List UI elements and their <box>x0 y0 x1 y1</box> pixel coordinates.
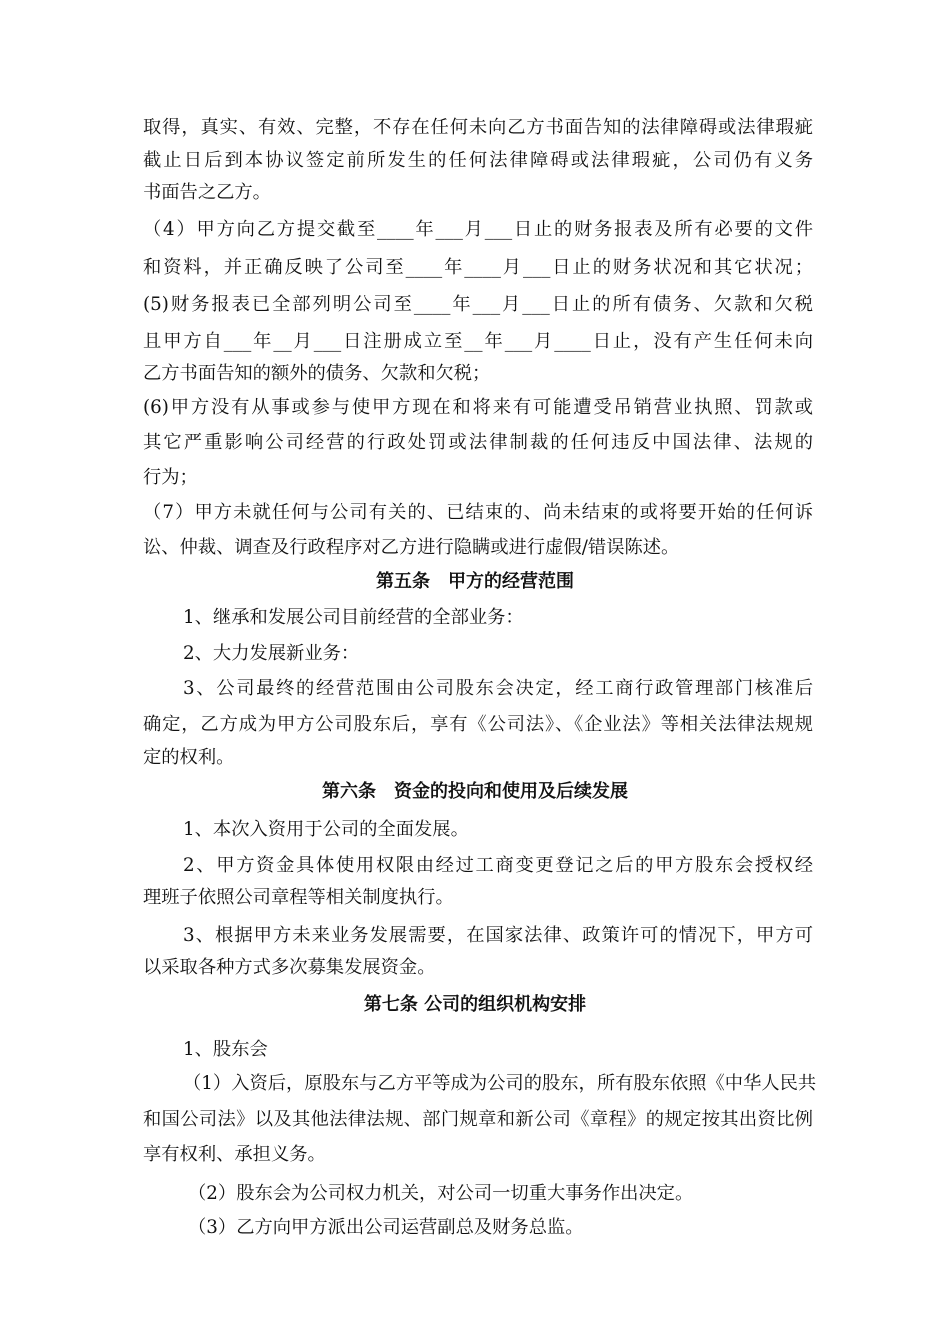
body-line: 享有权利、承担义务。 <box>143 1144 326 1165</box>
list-item: （1）入资后，原股东与乙方平等成为公司的股东，所有股东依照《中华人民共 <box>183 1073 817 1094</box>
clause-7-line: （7）甲方未就任何与公司有关的、已结束的、尚未结束的或将要开始的任何诉 <box>143 502 813 523</box>
clause-6-line: (6)甲方没有从事或参与使甲方现在和将来有可能遭受吊销营业执照、罚款或 <box>143 397 813 418</box>
body-line: 书面告之乙方。 <box>143 182 271 203</box>
list-item: （2）股东会为公司权力机关，对公司一切重大事务作出决定。 <box>188 1183 694 1204</box>
list-item: （3）乙方向甲方派出公司运营副总及财务总监。 <box>188 1217 584 1238</box>
body-line: 确定，乙方成为甲方公司股东后，享有《公司法》、《企业法》等相关法律法规规 <box>143 714 813 735</box>
body-line: 取得，真实、有效、完整，不存在任何未向乙方书面告知的法律障碍或法律瑕疵 <box>143 117 813 138</box>
body-line: 以采取各种方式多次募集发展资金。 <box>143 957 436 978</box>
article-6-heading: 第六条 资金的投向和使用及后续发展 <box>322 781 628 802</box>
list-item: 1、本次入资用于公司的全面发展。 <box>183 819 469 840</box>
clause-6-line: 其它严重影响公司经营的行政处罚或法律制裁的任何违反中国法律、法规的 <box>143 432 813 453</box>
list-item: 2、甲方资金具体使用权限由经过工商变更登记之后的甲方股东会授权经 <box>183 855 813 876</box>
body-line: 定的权利。 <box>143 747 235 768</box>
list-item: 3、公司最终的经营范围由公司股东会决定，经工商行政管理部门核准后 <box>183 678 813 699</box>
body-line: 理班子依照公司章程等相关制度执行。 <box>143 887 454 908</box>
article-5-heading: 第五条 甲方的经营范围 <box>376 571 574 592</box>
clause-7-line: 讼、仲裁、调查及行政程序对乙方进行隐瞒或进行虚假/错误陈述。 <box>143 537 680 558</box>
clause-4-line: （4）甲方向乙方提交截至____年___月___日止的财务报表及所有必要的文件 <box>143 219 813 240</box>
clause-6-line: 行为； <box>143 467 198 488</box>
body-line: 和国公司法》以及其他法律法规、部门规章和新公司《章程》的规定按其出资比例 <box>143 1109 813 1130</box>
clause-5-line: 且甲方自___年__月___日注册成立至__年___月____日止，没有产生任何未向 <box>143 331 813 352</box>
section-title: 1、股东会 <box>183 1039 268 1060</box>
list-item: 3、根据甲方未来业务发展需要，在国家法律、政策许可的情况下，甲方可 <box>183 925 813 946</box>
article-7-heading: 第七条 公司的组织机构安排 <box>363 994 587 1015</box>
clause-5-line: (5)财务报表已全部列明公司至____年___月___日止的所有债务、欠款和欠税 <box>143 294 813 315</box>
body-line: 截止日后到本协议签定前所发生的任何法律障碍或法律瑕疵，公司仍有义务 <box>143 150 813 171</box>
clause-5-line: 乙方书面告知的额外的债务、欠款和欠税； <box>143 363 491 384</box>
list-item: 2、大力发展新业务： <box>183 643 360 664</box>
list-item: 1、继承和发展公司目前经营的全部业务： <box>183 607 524 628</box>
clause-4-line: 和资料，并正确反映了公司至____年____月___日止的财务状况和其它状况； <box>143 257 813 278</box>
